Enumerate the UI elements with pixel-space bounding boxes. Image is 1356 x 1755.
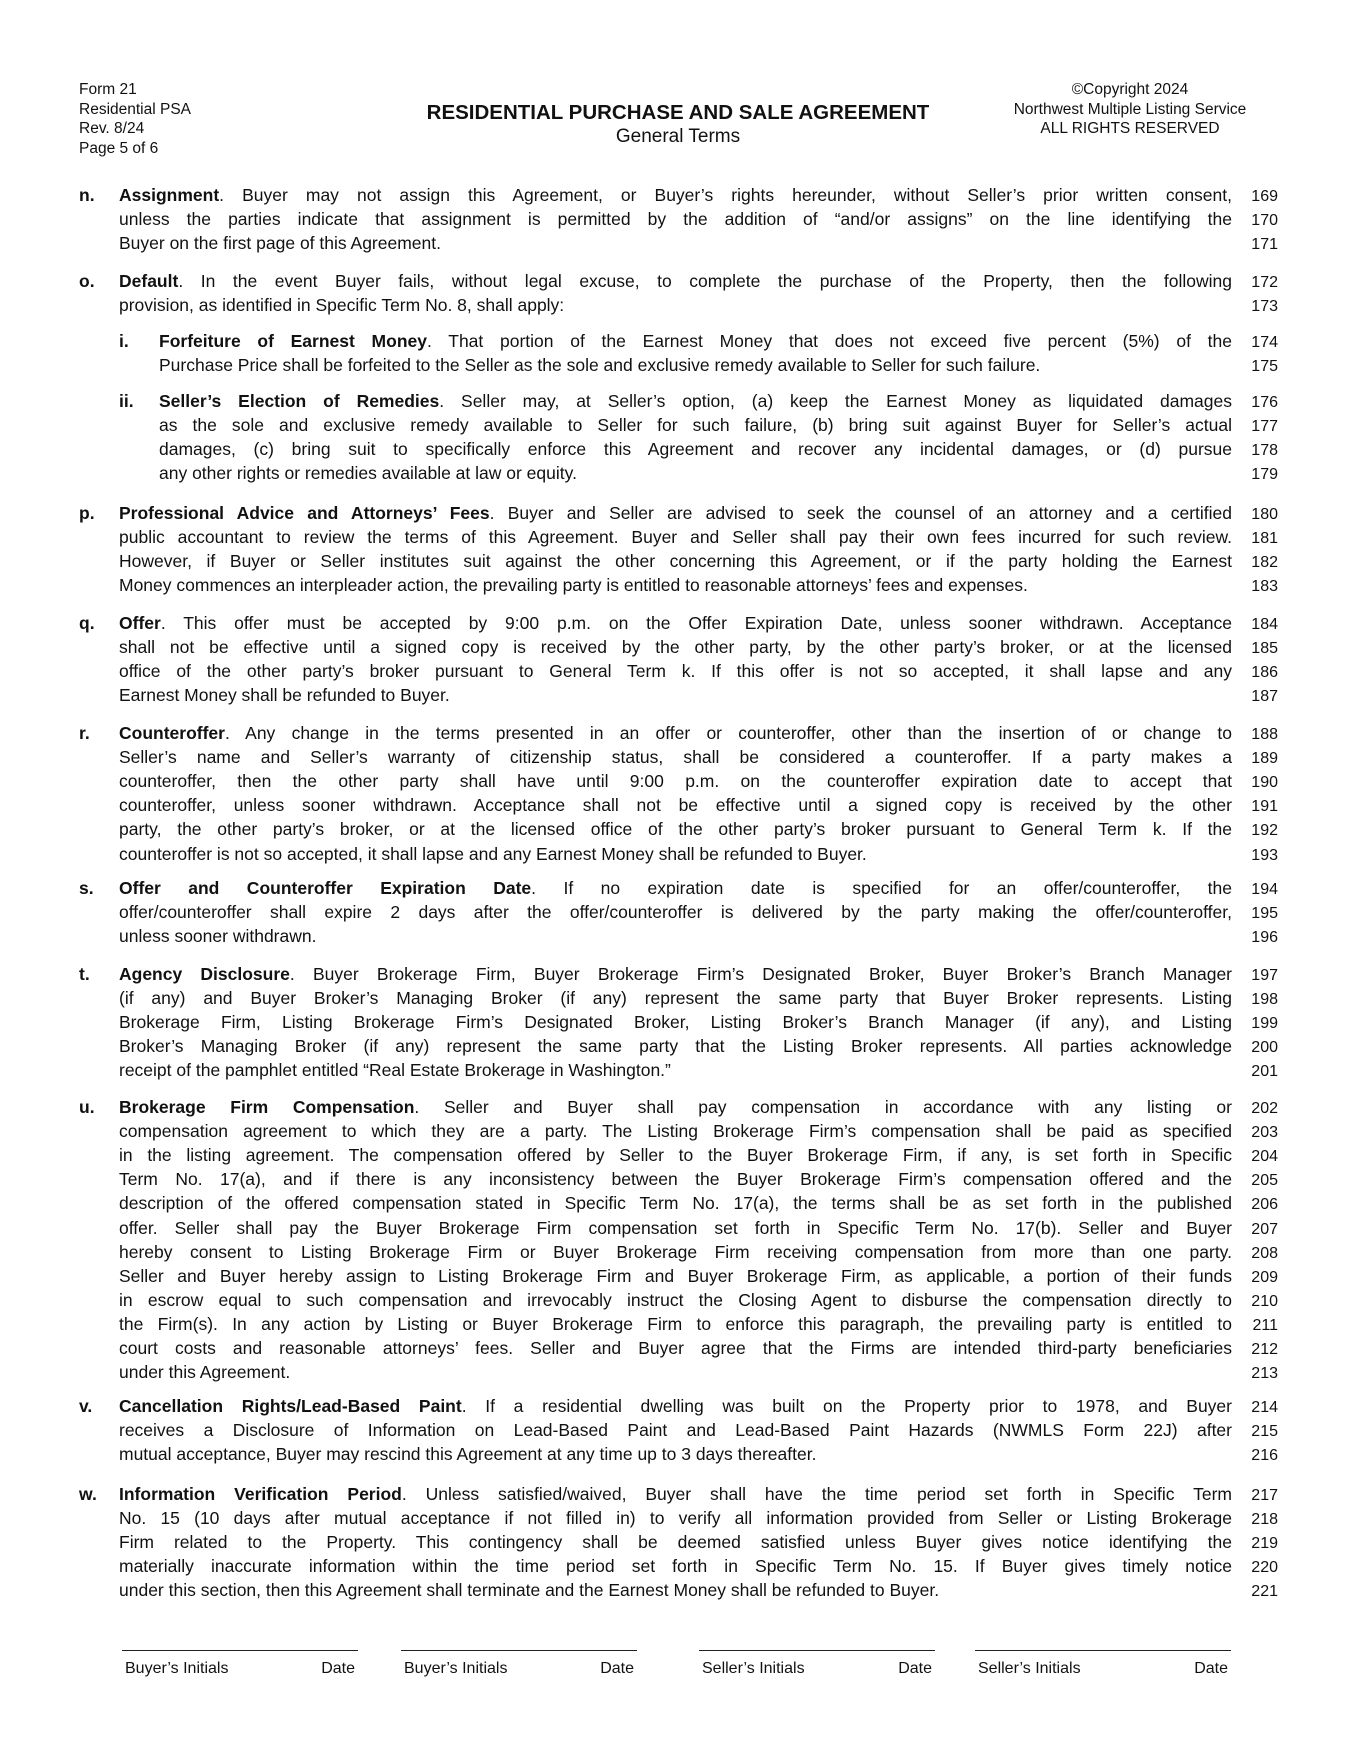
line-number: 216: [1251, 1447, 1278, 1465]
line-text: If no expiration date is specified for an offer/counteroffer, the: [563, 878, 1233, 898]
paragraph-line: [119, 1443, 1232, 1465]
paragraph-line: [119, 1289, 1232, 1311]
section-marker: v.: [79, 1396, 93, 1416]
paragraph-line: [119, 550, 1232, 572]
section-marker: u.: [79, 1097, 95, 1117]
date-label: Date: [321, 1660, 355, 1677]
paragraph-line: Agency Disclosure. Buyer Brokerage Firm, Buyer Brokerage Firm’s Designated Broker, Buyer Broker’s Branch Manager: [119, 964, 1233, 984]
line-text: party, the other party’s broker, or at the licensed office of the other party’s broker pursuant to General Term k. If the: [119, 819, 1232, 840]
paragraph-line: [119, 1313, 1232, 1335]
initials-label: Seller’s Initials: [702, 1660, 805, 1677]
date-label: Date: [600, 1660, 634, 1677]
line-number: 189: [1251, 750, 1278, 768]
paragraph-line: [119, 746, 1232, 768]
line-text: compensation agreement to which they are a party. The Listing Brokerage Firm’s compensation shall be paid as specified: [119, 1121, 1232, 1142]
line-text: under this section, then this Agreement shall terminate and the Earnest Money shall be refunded to Buyer.: [119, 1580, 940, 1601]
line-text: This offer must be accepted by 9:00 p.m. on the Offer Expiration Date, unless sooner withdrawn. Acceptance: [183, 613, 1232, 633]
paragraph-line: [119, 294, 1232, 316]
section-marker: w.: [79, 1484, 97, 1504]
signature-line: [401, 1650, 637, 1651]
paragraph-line: [119, 1144, 1232, 1166]
line-text: office of the other party’s broker pursuant to General Term k. If this offer is not so accepted, it shall lapse and any: [119, 661, 1232, 682]
line-text: as the sole and exclusive remedy available to Seller for such failure, (b) bring suit against Buyer for Seller’s actual: [159, 415, 1232, 436]
line-text: Seller’s name and Seller’s warranty of citizenship status, shall be considered a counteroffer. If a party makes a: [119, 747, 1232, 768]
section-marker: n.: [79, 185, 95, 205]
line-text: description of the offered compensation stated in Specific Term No. 17(a), the terms shall be as set forth in the published: [119, 1193, 1232, 1214]
paragraph-line: [119, 232, 1232, 254]
line-number: 201: [1251, 1063, 1278, 1081]
line-text: Seller and Buyer hereby assign to Listing Brokerage Firm and Buyer Brokerage Firm, as applicable, a portion of their funds: [119, 1265, 1232, 1286]
initials-label: Buyer’s Initials: [125, 1660, 229, 1677]
line-number: 219: [1251, 1535, 1278, 1553]
line-text: receives a Disclosure of Information on Lead-Based Paint and Lead-Based Paint Hazards (NWMLS Form 22J) after: [119, 1420, 1232, 1441]
paragraph-line: Cancellation Rights/Lead-Based Paint. If a residential dwelling was built on the Property prior to 1978, and Buyer: [119, 1396, 1232, 1416]
line-text: damages, (c) bring suit to specifically enforce this Agreement and recover any incidental damages, or (d) pursue: [159, 439, 1232, 460]
line-text: Broker’s Managing Broker (if any) represent the same party that the Listing Broker represents. All parties acknowledge: [119, 1036, 1232, 1057]
line-text: hereby consent to Listing Brokerage Firm or Buyer Brokerage Firm receiving compensation from more than one party.: [119, 1241, 1232, 1262]
line-text: materially inaccurate information within the time period set forth in Specific Term No. 15. If Buyer gives timely notice: [119, 1556, 1232, 1577]
paragraph-line: Offer. This offer must be accepted by 9:00 p.m. on the Offer Expiration Date, unless sooner withdrawn. Acceptance: [119, 613, 1232, 633]
line-text: Seller may, at Seller’s option, (a) keep the Earnest Money as liquidated damages: [461, 391, 1232, 411]
line-number: 215: [1251, 1423, 1278, 1441]
paragraph-line: Default. In the event Buyer fails, without legal excuse, to complete the purchase of the Property, then the following: [119, 271, 1232, 291]
line-text: Seller and Buyer shall pay compensation in accordance with any listing or: [443, 1097, 1232, 1117]
paragraph-line: [119, 794, 1232, 816]
line-number: 181: [1251, 530, 1278, 548]
line-number: 210: [1251, 1292, 1278, 1310]
paragraph-line: [119, 526, 1232, 548]
line-number: 194: [1251, 881, 1278, 898]
line-text: counteroffer, then the other party shall have until 9:00 p.m. on the counteroffer expiration date to accept that: [119, 771, 1232, 792]
form-info: [79, 80, 191, 158]
line-text: Any change in the terms presented in an offer or counteroffer, other than the insertion of or change to: [245, 723, 1232, 743]
signature-line: [699, 1650, 935, 1651]
section-heading: Offer: [119, 613, 161, 633]
line-number: 179: [1251, 466, 1278, 484]
section-heading: Assignment: [119, 185, 220, 205]
line-text: under this Agreement.: [119, 1362, 291, 1383]
line-number: 178: [1251, 442, 1278, 460]
line-number: 174: [1251, 334, 1278, 351]
signature-line: [975, 1650, 1231, 1651]
line-number: 169: [1251, 188, 1278, 205]
line-number: 193: [1251, 846, 1278, 864]
paragraph-line: [119, 901, 1232, 923]
line-number: 203: [1251, 1124, 1278, 1142]
line-text: Buyer and Seller are advised to seek the counsel of an attorney and a certified: [507, 503, 1232, 523]
paragraph-line: Counteroffer. Any change in the terms presented in an offer or counteroffer, other than the insertion of or change to: [119, 723, 1232, 743]
section-heading: Professional Advice and Attorneys’ Fees: [119, 503, 490, 523]
paragraph-line: [119, 1507, 1232, 1529]
paragraph-line: [119, 1217, 1232, 1239]
paragraph-line: Information Verification Period. Unless satisfied/waived, Buyer shall have the time period set forth in Specific Term: [119, 1484, 1232, 1504]
line-text: Earnest Money shall be refunded to Buyer.: [119, 685, 450, 706]
line-text: public accountant to review the terms of this Agreement. Buyer and Seller shall pay their own fees incurred for such review.: [119, 527, 1232, 548]
initials-label: Seller’s Initials: [978, 1660, 1081, 1677]
paragraph-line: [119, 1192, 1232, 1214]
paragraph-line: Professional Advice and Attorneys’ Fees. Buyer and Seller are advised to seek the counsel of an attorney and a certified: [119, 503, 1232, 523]
document-title: RESIDENTIAL PURCHASE AND SALE AGREEMENT: [426, 101, 930, 124]
line-number: 196: [1251, 929, 1278, 947]
paragraph-line: [119, 843, 1232, 865]
section-heading: Seller’s Election of Remedies: [159, 391, 440, 411]
organization-name: Northwest Multiple Listing Service: [1013, 100, 1247, 118]
line-text: offer/counteroffer shall expire 2 days after the offer/counteroffer is delivered by the party making the offer/counteroffer,: [119, 902, 1232, 923]
line-text: unless sooner withdrawn.: [119, 926, 317, 947]
buyer-initials-block-2[interactable]: [401, 1650, 637, 1679]
line-number: 212: [1251, 1341, 1278, 1358]
line-text: Money commences an interpleader action, the prevailing party is entitled to reasonable attorneys’ fees and expenses.: [119, 575, 1028, 596]
paragraph-line: [119, 1531, 1232, 1553]
paragraph-line: [119, 770, 1232, 792]
paragraph-line: [119, 684, 1232, 706]
line-number: 173: [1251, 298, 1278, 316]
line-number: 209: [1251, 1268, 1278, 1286]
page-number: Page 5 of 6: [79, 139, 159, 157]
paragraph-line: [119, 1011, 1232, 1033]
line-number: 200: [1251, 1039, 1278, 1057]
line-number: 176: [1251, 394, 1278, 411]
paragraph-line: [119, 1035, 1232, 1057]
line-text: Buyer Brokerage Firm, Buyer Brokerage Firm’s Designated Broker, Buyer Broker’s Branch Manager: [312, 964, 1233, 984]
line-number: 171: [1251, 236, 1278, 254]
line-text: mutual acceptance, Buyer may rescind this Agreement at any time up to 3 days thereafter.: [119, 1444, 817, 1465]
section-marker: p.: [79, 503, 95, 523]
line-number: 191: [1251, 798, 1278, 816]
line-text: Brokerage Firm, Listing Brokerage Firm’s Designated Broker, Listing Broker’s Branch Manager (if any), and Listing: [119, 1012, 1232, 1033]
paragraph-line: [159, 414, 1232, 436]
paragraph-line: [119, 818, 1232, 840]
line-text: counteroffer, unless sooner withdrawn. Acceptance shall not be effective until a signed copy is received by the other: [119, 795, 1232, 816]
line-number: 217: [1251, 1487, 1278, 1504]
section-heading: Cancellation Rights/Lead-Based Paint: [119, 1396, 462, 1416]
paragraph-line: [119, 660, 1232, 682]
line-number: 184: [1251, 616, 1278, 633]
line-text: Unless satisfied/waived, Buyer shall have the time period set forth in Specific Term: [425, 1484, 1232, 1504]
line-text: (if any) and Buyer Broker’s Managing Broker (if any) represent the same party that Buyer Broker represents. Listing: [119, 988, 1232, 1009]
paragraph-line: [119, 1241, 1232, 1263]
document-heading: [300, 101, 1056, 149]
line-text: shall not be effective until a signed copy is received by the other party, by the other party’s broker, or at the licensed: [119, 637, 1232, 658]
paragraph-line: [119, 1168, 1232, 1190]
section-marker: s.: [79, 878, 94, 898]
line-number: 208: [1251, 1244, 1278, 1262]
line-number: 213: [1251, 1365, 1278, 1383]
initials-footer: [0, 1640, 1356, 1700]
form-number: Form 21: [79, 81, 137, 98]
seller-initials-block-1[interactable]: [699, 1650, 935, 1679]
paragraph-line: Seller’s Election of Remedies. Seller may, at Seller’s option, (a) keep the Earnest Money as liquidated damages: [159, 391, 1232, 411]
line-number: 204: [1251, 1148, 1278, 1166]
line-text: Firm related to the Property. This contingency shall be deemed satisfied unless Buyer gives notice identifying the: [119, 1532, 1232, 1553]
line-number: 183: [1251, 578, 1278, 596]
form-name: Residential PSA: [79, 100, 192, 118]
paragraph-line: [119, 987, 1232, 1009]
section-heading: Default: [119, 271, 179, 291]
form-revision: Rev. 8/24: [79, 120, 145, 137]
line-number: 221: [1251, 1583, 1278, 1601]
paragraph-line: [119, 636, 1232, 658]
line-text: court costs and reasonable attorneys’ fees. Seller and Buyer agree that the Firms are intended third-party beneficiaries: [119, 1338, 1232, 1358]
line-text: In the event Buyer fails, without legal excuse, to complete the purchase of the Property, then the following: [200, 271, 1232, 291]
line-text: in the listing agreement. The compensation offered by Seller to the Buyer Brokerage Firm, if any, is set forth in Specific: [119, 1145, 1232, 1166]
section-heading: Brokerage Firm Compensation: [119, 1097, 415, 1117]
date-label: Date: [1194, 1660, 1228, 1677]
section-heading: Forfeiture of Earnest Money: [159, 331, 427, 351]
line-number: 177: [1251, 418, 1278, 436]
line-number: 190: [1251, 774, 1278, 792]
line-text: receipt of the pamphlet entitled “Real Estate Brokerage in Washington.”: [119, 1060, 671, 1081]
section-marker: o.: [79, 271, 95, 291]
rights-notice: ALL RIGHTS RESERVED: [1040, 120, 1220, 137]
line-number: 182: [1251, 554, 1278, 572]
line-text: However, if Buyer or Seller institutes suit against the other concerning this Agreement, or if the party holding the Earnest: [119, 551, 1232, 572]
page-header: [0, 0, 1356, 170]
line-text: in escrow equal to such compensation and irrevocably instruct the Closing Agent to disburse the compensation directly to: [119, 1289, 1232, 1310]
line-number: 214: [1251, 1399, 1278, 1416]
initials-label: Buyer’s Initials: [404, 1660, 508, 1677]
line-text: the Firm(s). In any action by Listing or Buyer Brokerage Firm to enforce this paragraph, the prevailing party is entitled to: [119, 1313, 1232, 1334]
line-number: 218: [1251, 1511, 1278, 1529]
paragraph-line: [119, 1337, 1232, 1359]
line-text: provision, as identified in Specific Term No. 8, shall apply:: [119, 295, 565, 316]
section-heading: Counteroffer: [119, 723, 225, 743]
paragraph-line: Forfeiture of Earnest Money. That portion of the Earnest Money that does not exceed five percent (5%) of the: [159, 331, 1232, 351]
copyright-line: ©Copyright 2024: [1071, 81, 1189, 98]
line-number: 186: [1251, 664, 1278, 682]
paragraph-line: [119, 1059, 1232, 1081]
section-marker: q.: [79, 613, 95, 633]
paragraph-line: [119, 925, 1232, 947]
date-label: Date: [898, 1660, 932, 1677]
line-number: 175: [1251, 358, 1278, 376]
paragraph-line: [119, 1265, 1232, 1287]
paragraph-line: [159, 438, 1232, 460]
paragraph-line: [119, 1120, 1232, 1142]
line-number: 188: [1251, 726, 1278, 743]
section-heading: Information Verification Period: [119, 1484, 402, 1504]
line-number: 195: [1251, 905, 1278, 923]
paragraph-line: [159, 462, 1232, 484]
section-marker: t.: [79, 964, 90, 984]
paragraph-line: [159, 354, 1232, 376]
paragraph-line: [119, 208, 1232, 230]
paragraph-line: [119, 574, 1232, 596]
paragraph-line: Assignment. Buyer may not assign this Agreement, or Buyer’s rights hereunder, without Seller’s prior written consent,: [119, 185, 1232, 205]
section-marker: r.: [79, 723, 90, 743]
section-heading: Agency Disclosure: [119, 964, 290, 984]
section-marker: i.: [119, 331, 129, 351]
line-number: 202: [1251, 1100, 1278, 1117]
line-number: 198: [1251, 991, 1278, 1009]
line-number: 192: [1251, 822, 1278, 840]
line-number: 197: [1251, 967, 1278, 984]
line-text: Purchase Price shall be forfeited to the Seller as the sole and exclusive remedy available to Seller for such failure.: [159, 355, 1041, 376]
line-text: If a residential dwelling was built on the Property prior to 1978, and Buyer: [485, 1396, 1232, 1416]
line-number: 185: [1251, 640, 1278, 658]
paragraph-line: Brokerage Firm Compensation. Seller and Buyer shall pay compensation in accordance with any listing or: [119, 1097, 1232, 1117]
line-text: No. 15 (10 days after mutual acceptance if not filled in) to verify all information provided from Seller or Listing Brokerage: [119, 1508, 1232, 1529]
section-marker: ii.: [119, 391, 134, 411]
line-text: counteroffer is not so accepted, it shall lapse and any Earnest Money shall be refunded to Buyer.: [119, 843, 867, 864]
line-text: Term No. 17(a), and if there is any inconsistency between the Buyer Brokerage Firm’s compensation offered and the: [119, 1169, 1232, 1190]
line-number: 220: [1251, 1559, 1278, 1577]
section-heading: Offer and Counteroffer Expiration Date: [119, 878, 532, 898]
line-number: 206: [1251, 1196, 1278, 1214]
signature-line: [122, 1650, 358, 1651]
line-number: 211: [1252, 1316, 1278, 1334]
line-number: 199: [1251, 1015, 1278, 1033]
line-text: unless the parties indicate that assignment is permitted by the addition of “and/or assigns” on the line identifying the: [119, 209, 1232, 230]
document-subtitle: General Terms: [615, 126, 741, 147]
line-number: 170: [1251, 212, 1278, 230]
line-number: 187: [1251, 688, 1278, 706]
line-number: 207: [1251, 1220, 1278, 1238]
line-text: Buyer on the first page of this Agreement.: [119, 233, 441, 254]
paragraph-line: [119, 1361, 1232, 1383]
seller-initials-block-2[interactable]: [975, 1650, 1231, 1679]
line-text: That portion of the Earnest Money that does not exceed five percent (5%) of the: [448, 331, 1232, 351]
copyright-info: [990, 80, 1270, 139]
line-text: Buyer may not assign this Agreement, or Buyer’s rights hereunder, without Seller’s prior written consent,: [242, 185, 1232, 205]
paragraph-line: [119, 1555, 1232, 1577]
line-number: 205: [1251, 1172, 1278, 1190]
buyer-initials-block-1[interactable]: [122, 1650, 358, 1679]
paragraph-line: Offer and Counteroffer Expiration Date. If no expiration date is specified for an offer/counteroffer, the: [119, 878, 1233, 898]
line-text: any other rights or remedies available at law or equity.: [159, 463, 577, 484]
paragraph-line: [119, 1419, 1232, 1441]
line-number: 180: [1251, 506, 1278, 523]
line-number: 172: [1251, 274, 1278, 291]
paragraph-line: [119, 1579, 1232, 1601]
line-text: offer. Seller shall pay the Buyer Brokerage Firm compensation set forth in Specific Term No. 17(b). Seller and Buyer: [119, 1217, 1232, 1238]
